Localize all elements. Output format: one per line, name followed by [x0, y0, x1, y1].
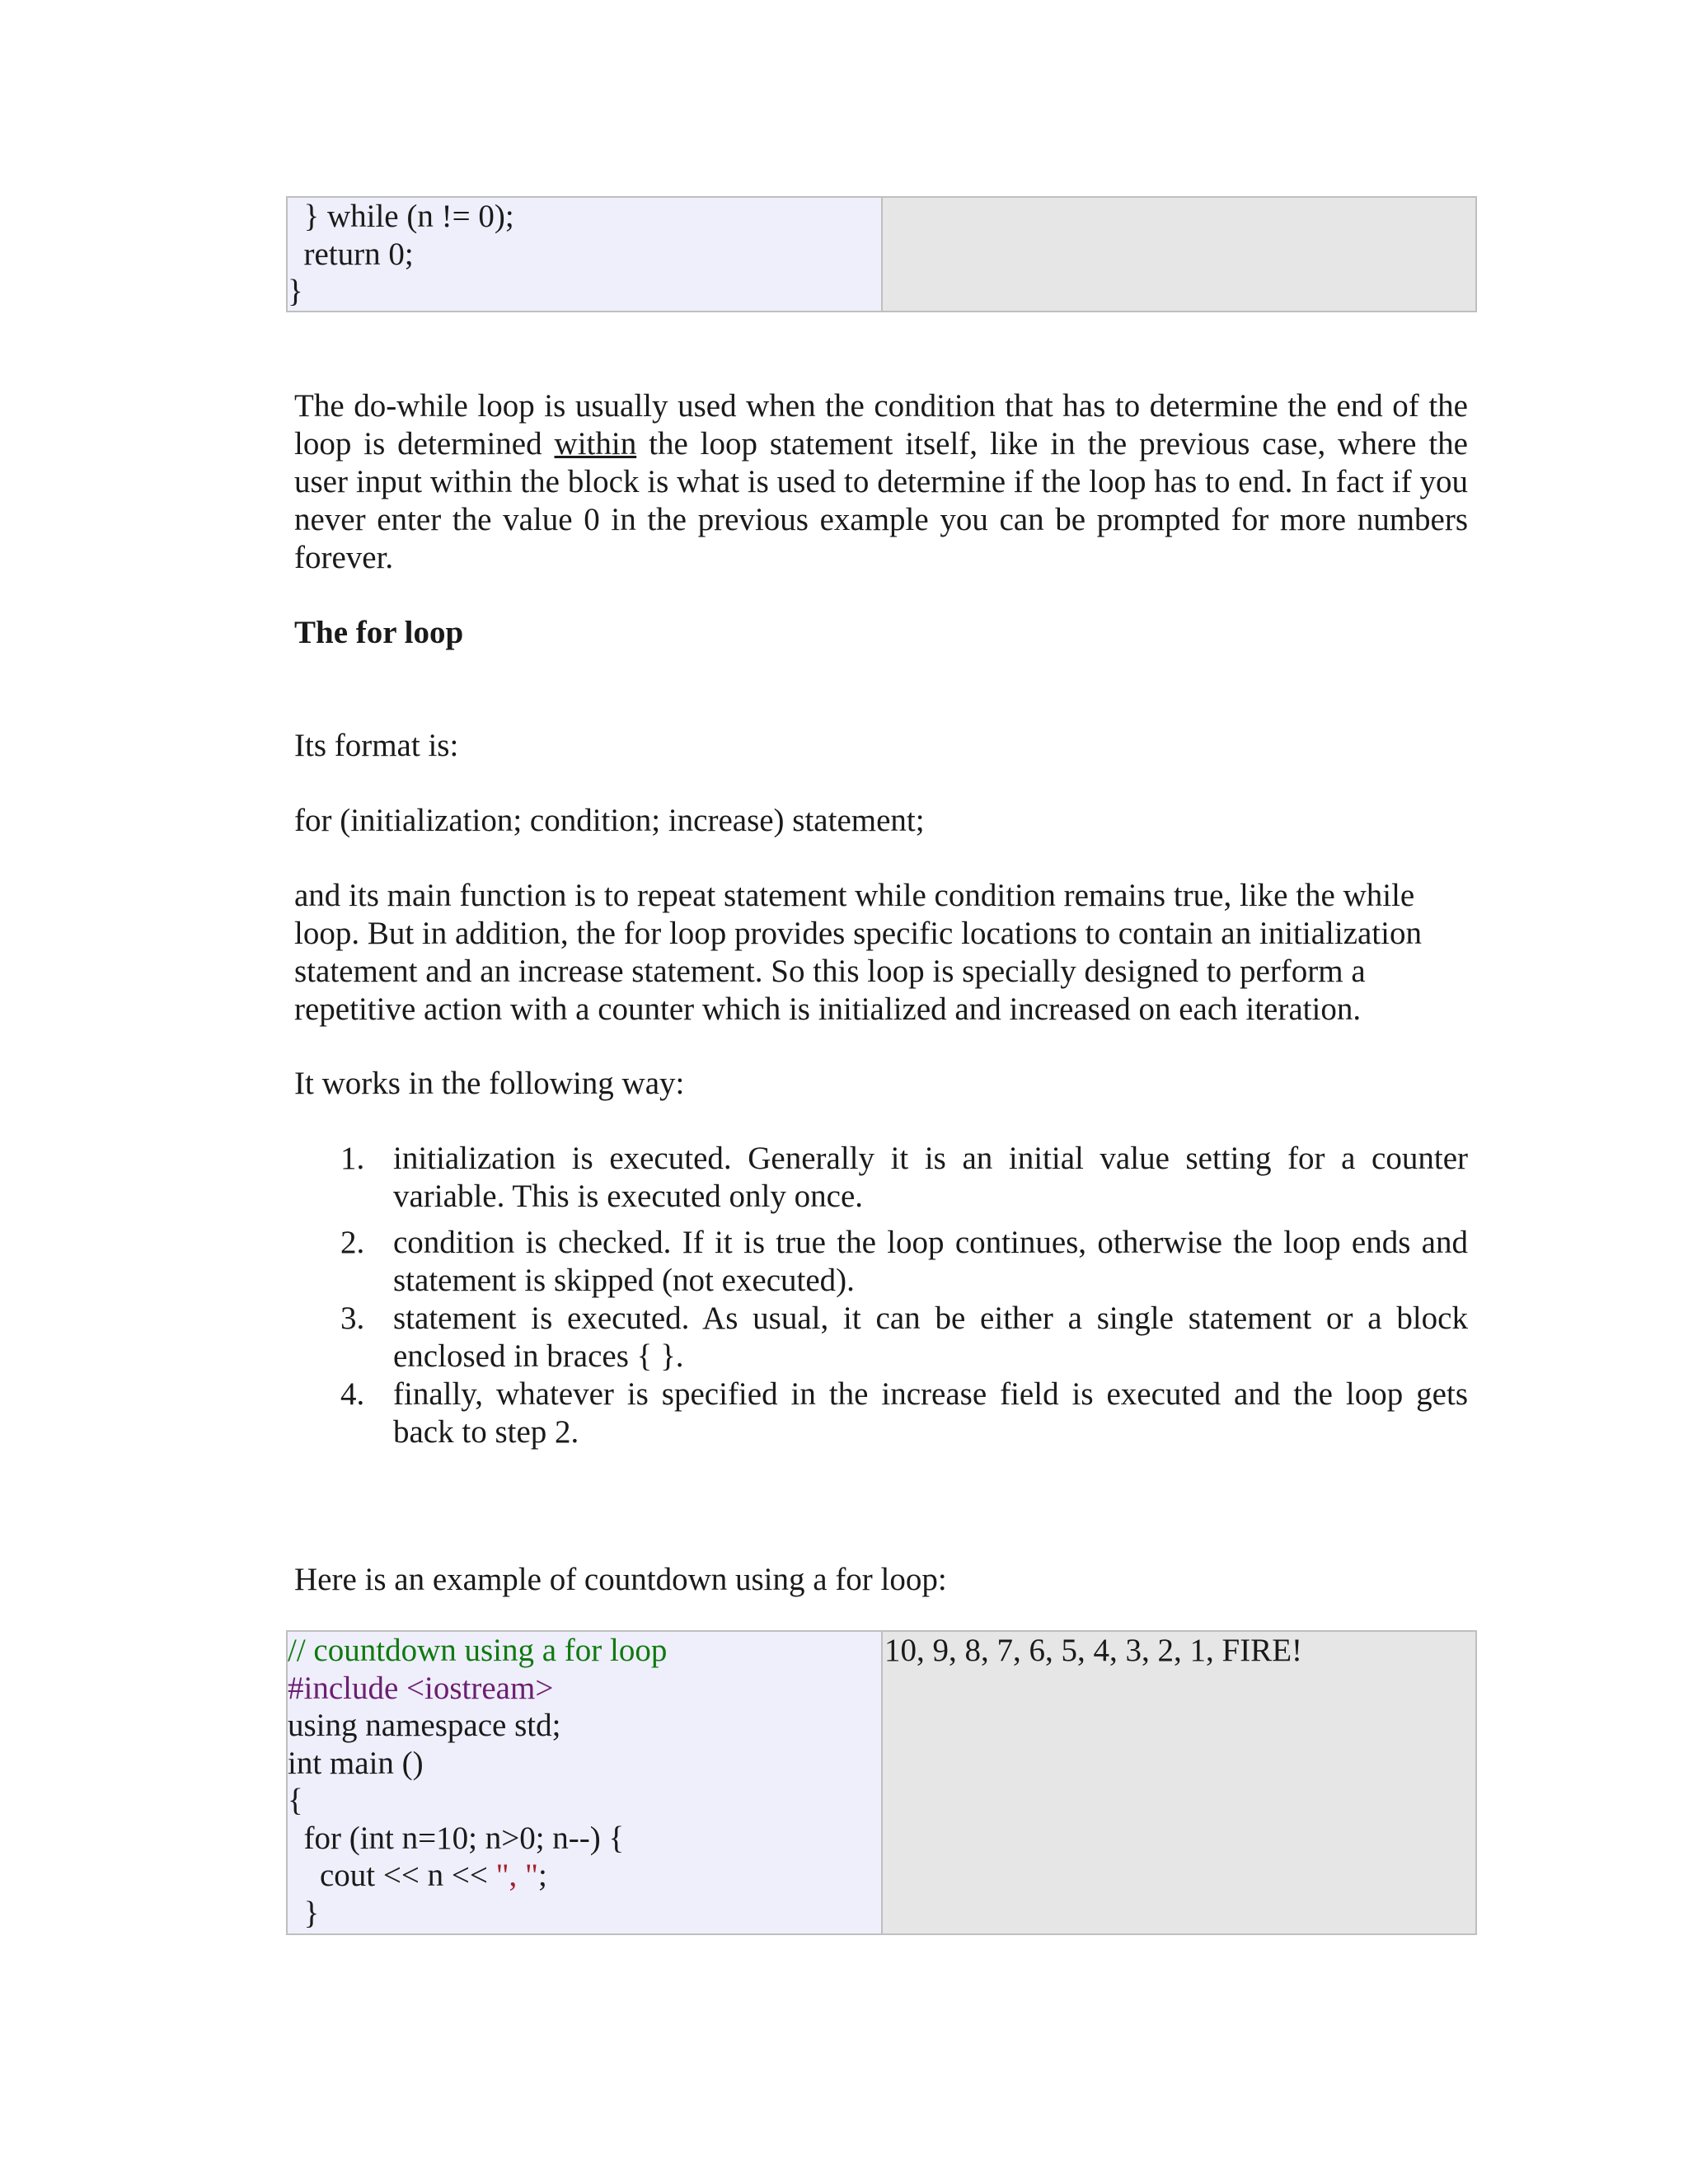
- paragraph-for-description: and its main function is to repeat statement while condition remains true, like the while loop. But in addition, the for loop provides specific locations to contain an initialization statement and an increase statement. So this loop is specially designed to perform a repetitive action with a counter which is initialized and increased on each iteration.: [294, 878, 1422, 1027]
- list-text: statement is executed. As usual, it can be either a single statement or a block enclosed in braces { }.: [393, 1301, 1468, 1374]
- steps-list: [294, 1140, 1468, 1451]
- output-cell-example: [882, 1631, 1476, 1934]
- code-comment: // countdown using a for loop: [288, 1633, 668, 1668]
- list-number: 1.: [340, 1141, 365, 1176]
- list-item: [294, 1300, 1468, 1376]
- section-heading: The for loop: [294, 615, 464, 650]
- code-cell-top: [287, 197, 882, 312]
- code-line: for (int n=10; n>0; n--) {: [288, 1820, 625, 1856]
- example-intro: Here is an example of countdown using a for loop:: [294, 1562, 947, 1597]
- code-line: int main (): [288, 1745, 424, 1781]
- code-cell-example: [287, 1631, 882, 1934]
- code-line: return 0;: [288, 236, 414, 272]
- list-text: finally, whatever is specified in the increase field is executed and the loop gets back to step 2.: [393, 1376, 1468, 1450]
- format-syntax: for (initialization; condition; increase) statement;: [294, 803, 925, 838]
- list-text: initialization is executed. Generally it is an initial value setting for a counter variable. This is executed only once.: [393, 1141, 1468, 1214]
- code-text: ;: [537, 1858, 547, 1893]
- list-item: [294, 1376, 1468, 1451]
- list-text: condition is checked. If it is true the loop continues, otherwise the loop ends and statement is skipped (not executed).: [393, 1225, 1468, 1298]
- code-line: using namespace std;: [288, 1708, 561, 1743]
- list-number: 2.: [340, 1225, 365, 1260]
- paragraph-do-while: [294, 387, 1468, 577]
- code-table-top: [286, 196, 1477, 312]
- works-intro: It works in the following way:: [294, 1066, 685, 1101]
- output-cell-top: [882, 197, 1476, 312]
- list-number: 3.: [340, 1301, 365, 1336]
- code-line: }: [288, 274, 303, 309]
- list-item: [294, 1224, 1468, 1300]
- underlined-word: within: [554, 426, 637, 462]
- code-line: [288, 1857, 881, 1895]
- code-string: ", ": [495, 1858, 538, 1893]
- code-line: }: [288, 1895, 320, 1931]
- code-line: } while (n != 0);: [288, 199, 514, 234]
- code-include: #include <iostream>: [288, 1670, 554, 1706]
- paragraph-text: The do-while loop is usually used when the condition that has to determine the end of the loop is determined: [294, 388, 1468, 462]
- list-item: [294, 1140, 1468, 1216]
- list-number: 4.: [340, 1376, 365, 1412]
- format-intro: Its format is:: [294, 728, 459, 763]
- code-text: cout << n <<: [288, 1858, 496, 1893]
- code-table-example: [286, 1630, 1477, 1935]
- code-line: {: [288, 1783, 303, 1818]
- program-output: 10, 9, 8, 7, 6, 5, 4, 3, 2, 1, FIRE!: [884, 1633, 1302, 1668]
- paragraph-text: the loop statement itself, like in the previous case, where the user input within the block is what is used to determine if the loop has to end. In fact if you never enter the value 0 in the previous example you can be prompted for more numbers forever.: [294, 426, 1468, 575]
